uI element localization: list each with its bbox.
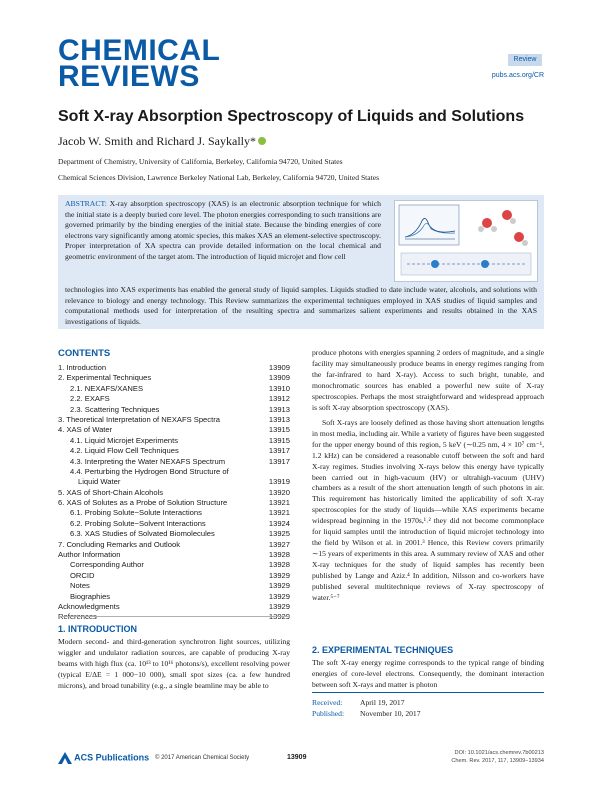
received-label: Received:: [312, 698, 343, 707]
toc-entry[interactable]: [58, 498, 290, 508]
toc-entry-title: Acknowledgments: [58, 601, 120, 611]
journal-name-line2: REVIEWS: [58, 60, 200, 93]
article-type-badge: Review: [508, 54, 542, 66]
toc-entry-page: 13921: [268, 498, 290, 508]
toc-graphic: [394, 200, 538, 282]
toc-entry[interactable]: [58, 425, 290, 435]
doi[interactable]: DOI: 10.1021/acs.chemrev.7b00213: [454, 750, 544, 756]
toc-entry-page: 13915: [268, 425, 290, 435]
toc-entry-page: 13912: [268, 394, 290, 404]
toc-entry[interactable]: [58, 415, 290, 425]
toc-entry-title: 2.3. Scattering Techniques: [70, 404, 160, 414]
acs-logo-icon: [58, 752, 72, 764]
toc-entry-page: 13928: [268, 560, 290, 570]
journal-logo: [58, 34, 288, 93]
abstract-label: ABSTRACT:: [65, 199, 107, 208]
toc-entry[interactable]: [58, 550, 290, 560]
toc-entry[interactable]: [58, 457, 290, 467]
toc-entry-page: 13909: [268, 363, 290, 372]
doi-block: [420, 749, 544, 765]
toc-entry-title: Notes: [70, 581, 90, 591]
toc-entry-title: Corresponding Author: [70, 560, 144, 570]
journal-name-line1: CHEMICAL: [58, 34, 221, 67]
toc-entry-page: 13917: [268, 456, 290, 466]
orcid-icon[interactable]: [258, 137, 266, 145]
toc-entry[interactable]: [58, 508, 290, 518]
toc-entry-title: 6.1. Probing Solute−Solute Interactions: [70, 508, 202, 518]
toc-entry[interactable]: [58, 384, 290, 394]
toc-entry-page: 13909: [268, 373, 290, 383]
toc-entry-page: [269, 612, 290, 622]
toc-entry-page: 13910: [268, 383, 290, 393]
toc-entry[interactable]: [58, 540, 290, 550]
toc-graphic-drawing: [395, 201, 537, 281]
toc-entry-title: Liquid Water: [78, 477, 121, 487]
publisher-name: ACS Publications: [74, 752, 150, 763]
intro-text: Modern second- and third-generation synchrotron light sources, utilizing wiggler and undulator radiation sources, are capable of producing X-ray beams with high flux (ca. 10¹³ to 10¹⁶ photons/s), excellent resolving power (typical E/ΔE = 1 000−10 000), small spot sizes (ca. a few hundred microns), and broad tunability (e.g., a single beamline may be able to: [58, 637, 290, 690]
toc-entry-title: 4.2. Liquid Flow Cell Techniques: [70, 446, 179, 456]
toc-entry[interactable]: [58, 436, 290, 446]
toc-entry[interactable]: [58, 363, 290, 373]
toc-entry-page: 13917: [268, 446, 290, 456]
toc-entry[interactable]: [58, 602, 290, 612]
toc-entry[interactable]: [58, 488, 290, 498]
toc-entry[interactable]: [58, 446, 290, 456]
toc-entry-page: 13929: [268, 570, 290, 580]
toc-entry[interactable]: [58, 467, 290, 477]
toc-entry-title: 4.1. Liquid Microjet Experiments: [70, 435, 179, 445]
journal-url[interactable]: pubs.acs.org/CR: [491, 72, 544, 79]
toc-entry-page: 13920: [268, 487, 290, 497]
copyright: © 2017 American Chemical Society: [155, 755, 250, 761]
toc-entry-page: 13915: [268, 435, 290, 445]
toc-entry-title: 4. XAS of Water: [58, 425, 113, 435]
toc-entry[interactable]: [58, 612, 290, 622]
toc-entry[interactable]: [58, 519, 290, 529]
toc-entry-title: 2. Experimental Techniques: [58, 373, 152, 383]
publisher-logo: [58, 752, 149, 764]
contents-divider: [58, 616, 290, 617]
article-dates: [312, 692, 544, 719]
affiliation-1: Department of Chemistry, University of California, Berkeley, California 94720, United States: [58, 157, 343, 166]
toc-entry[interactable]: [58, 477, 290, 487]
author-line: [58, 134, 266, 149]
table-of-contents: [58, 363, 290, 623]
toc-entry-title: 1. Introduction: [58, 363, 107, 372]
abstract-part2: technologies into XAS experiments has enabled the general study of liquid samples. Liquids studied to date include water, alcohols, and solutions with relevance to biology and energy technology. This Review summarizes the experimental techniques employed in XAS studies of liquid samples and computational methods used for interpretation of the resulting spectra and summarizes salient experiments and results obtained in the XAS investigations of liquids.: [65, 285, 537, 326]
toc-entry[interactable]: [58, 373, 290, 383]
toc-entry-page: 13913: [268, 404, 290, 414]
toc-entry-title: 2.1. NEXAFS/XANES: [70, 383, 144, 393]
toc-entry[interactable]: [58, 394, 290, 404]
toc-entry-page: 13927: [268, 539, 290, 549]
toc-entry-page: 13928: [268, 550, 290, 560]
contents-heading: CONTENTS: [58, 348, 111, 359]
abstract-box: [58, 195, 544, 329]
toc-entry-title: [58, 612, 97, 622]
toc-entry-title: Biographies: [70, 591, 111, 601]
abstract-part1: [65, 199, 381, 263]
toc-entry-page: 13913: [268, 414, 290, 424]
received-date: April 19, 2017: [360, 698, 405, 707]
toc-entry[interactable]: [58, 592, 290, 602]
right-para-1: produce photons with energies spanning 2 orders of magnitude, and a single facility may simultaneously produce beams in energy regimes ranging from the far-infrared to hard X-ray). Access to such bright, tunable, and monochromatic sources has enabled a powerful new suite of X-ray spectroscopies. Perhaps the most straightforward and widespread approach is soft X-ray absorption spectroscopy (XAS).: [312, 348, 544, 412]
article-title: Soft X-ray Absorption Spectroscopy of Liquids and Solutions: [58, 108, 525, 125]
toc-entry-page: 13929: [268, 581, 290, 591]
toc-entry-page: 13924: [268, 518, 290, 528]
toc-entry-page: 13929: [268, 601, 290, 611]
toc-entry-title: 2.2. EXAFS: [70, 394, 110, 404]
toc-entry-title: 6. XAS of Solutes as a Probe of Solution Structure: [58, 498, 228, 508]
toc-entry[interactable]: [58, 571, 290, 581]
toc-entry-title: 6.2. Probing Solute−Solvent Interactions: [70, 518, 206, 528]
toc-entry-title: 6.3. XAS Studies of Solvated Biomolecules: [70, 529, 215, 539]
affiliation-2: Chemical Sciences Division, Lawrence Berkeley National Lab, Berkeley, California 94720, United States: [58, 173, 380, 182]
right-para-3: The soft X-ray energy regime corresponds to the typical range of binding energies of core-level electrons. Consequently, the dominant interaction between soft X-rays and matter is photon: [312, 658, 544, 689]
right-para-2: Soft X-rays are loosely defined as those having short attenuation lengths in most media, including air. While a variety of figures have been suggested for the upper energy bound of this region, 5 keV (∼0.25 nm, 4 × 10⁷ cm⁻¹, 1.2 kHz) can be considered a reasonable cutoff between the soft and hard X-ray regimes. Studies involving X-rays below this energy have typically been carried out in high-vacuum (HV) or ultrahigh-vacuum (UHV) chambers as a result of the short attenuation length of such photons in air. This requirement has historically limited the applicability of soft X-ray spectroscopies for the study of liquids—while XAS experiments became widespread beginning in the 1970s,¹˒² they did not become commonplace for liquid samples until the introduction of liquid microjet technology into the field by Wilson et al. in 2001.³ Hence, this Review covers primarily ∼15 years of experiments in this area. A summary review of XAS and other X-ray techniques for the study of liquid samples has recently been published by Lange and Aziz.⁴ In addition, Nilsson and co-workers have published several multitechnique reviews of X-ray spectroscopy of water.⁵⁻⁷: [312, 418, 544, 602]
abstract-text-1: X-ray absorption spectroscopy (XAS) is an electronic absorption technique for which the initial state is a deeply buried core level. The photon energies corresponding to such transitions are governed primarily by the binding energies of the initial state. Because the binding energies of core electrons vary significantly among atomic species, this makes XAS an element-selective spectroscopy. Proper interpretation of XA spectra can provide detailed information on the local chemical and geometric environment of the target atom. The introduction of liquid microjet and flow cell: [65, 199, 382, 261]
toc-entry-title: Author Information: [58, 550, 121, 560]
toc-entry-title: 4.4. Perturbing the Hydrogen Bond Structure of: [70, 466, 229, 476]
toc-entry-page: 13921: [268, 508, 290, 518]
toc-entry-page: 13919: [268, 477, 290, 487]
toc-entry-title: 3. Theoretical Interpretation of NEXAFS Spectra: [58, 414, 220, 424]
toc-entry-page: 13925: [268, 529, 290, 539]
toc-entry-title: 5. XAS of Short-Chain Alcohols: [58, 487, 164, 497]
toc-entry[interactable]: [58, 581, 290, 591]
published-label: Published:: [312, 709, 345, 718]
toc-entry-title: 7. Concluding Remarks and Outlook: [58, 539, 180, 549]
experimental-heading: 2. EXPERIMENTAL TECHNIQUES: [312, 645, 454, 655]
page-number: 13909: [287, 754, 307, 761]
intro-heading: 1. INTRODUCTION: [58, 624, 138, 634]
authors: Jacob W. Smith and Richard J. Saykally*: [58, 134, 256, 148]
published-date: November 10, 2017: [360, 709, 421, 718]
citation: Chem. Rev. 2017, 117, 13909−13934: [451, 758, 544, 764]
toc-entry-page: 13929: [268, 591, 290, 601]
toc-entry[interactable]: [58, 405, 290, 415]
toc-entry-title: 4.3. Interpreting the Water NEXAFS Spectrum: [70, 456, 226, 466]
toc-entry[interactable]: [58, 560, 290, 570]
toc-entry[interactable]: [58, 529, 290, 539]
toc-entry-title: ORCID: [70, 570, 95, 580]
